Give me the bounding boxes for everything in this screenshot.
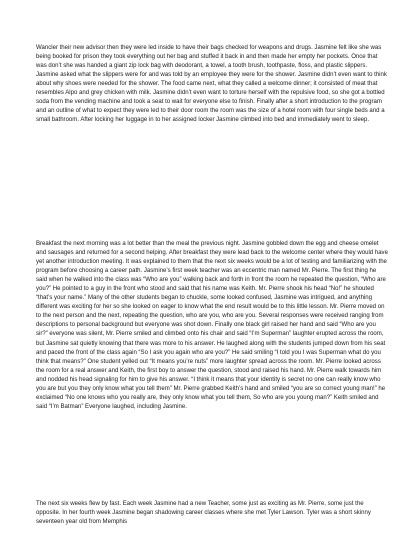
- paragraph-breakfast-mr-pierre: Breakfast the next morning was a lot better than the meal the previous night. Jasmine gobbled down the egg and cheese omelet and sausages and returned for a second helping. After breakfast they were lead back to the welcome center where they would have yet another introduction meeting. It was explained to them that the next six weeks would be a lot of testing and familiarizing with the program before choosing a career path. Jasmine’s first week teacher was an eccentric man named Mr. Pierre. The first thing he said when he walked into the class was “Who are you” walking back and forth in front the room he repeated the question, “Who are you?” He pointed to a guy in the front who stood and said that his name was Keith. Mr. Pierre shook his head “No!” he shouted “that’s your name.” Many of the other students began to chuckle, some looked confused, Jasmine was intrigued, and anything different was exciting for her so she looked on eager to know what the end result would be to this little lesson. Mr. Pierre moved on to the next person and the next, repeating the question, who are you, who are you. Several responses were received ranging from descriptions to personal background but everyone was shot down. Finally one black girl raised her hand and said “Who are you sir?” everyone was silent, Mr. Pierre smiled and climbed onto his chair and said “I’m Superman” laughter erupted across the room, but Jasmine sat quietly knowing that there was more to his answer. He laughed along with the students jumped down from his seat and paced the front of the class again “So I ask you again who are you?” He said smiling “I told you I was Superman what do you think that means?” One student yelled out “It means you’re nuts” more laughter spread across the room. Mr. Pierre looked across the room for a real answer and Keith, the first boy to answer the question, stood and raised his hand. Mr. Pierre walk towards him and nodded his head signaling for him to give his answer. “I think it means that your identity is secret no one can really know who you are but you they only know what you tell them” Mr. Pierre grabbed Keith’s hand and smiled “you are so correct young man!” he exclaimed “No one knows who you really are, they only know what you tell them, So who are you young man?” Keith smiled and said “I’m Batman” Everyone laughed, including Jasmine.: [36, 241, 388, 410]
- paragraph-arrival: Wancler their new advisor then they were led inside to have their bags checked for weapons and drugs. Jasmine felt like she was being booked for prison they took everything out her bag and stuffed it back in and then made her empty her pockets. Once that was don’t she was handed a giant zip lock bag with deodorant, a towel, a tooth brush, toothpaste, floss, and plastic slippers. Jasmine asked what the slippers were for and was told by an employee they were for the shower. Jasmine didn’t even want to think about why shoes were needed for the shower. The food came next, what they called a welcome dinner; it consisted of meat that resembles Alpo and grey chicken with milk. Jasmine didn’t even want to torture herself with the repulsive food, so she got a bottled soda from the vending machine and took a seat to wait for everyone else to finish. Finally after a short introduction to the program and an outline of what to expect they were led to their door room the room was the size of a hotel room with four single beds and a small bathroom. After locking her luggage in to her assigned locker Jasmine climbed into bed and immediately went to sleep.: [36, 45, 387, 124]
- paragraph-next-six-weeks: The next six weeks flew by fast. Each week Jasmine had a new Teacher, some just as exciting as Mr. Pierre, some just the opposite. In her fourth week Jasmine began shadowing career classes where she met Tyler Lawson. Tyler was a short skinny seventeen year old from Memphis: [36, 501, 371, 526]
